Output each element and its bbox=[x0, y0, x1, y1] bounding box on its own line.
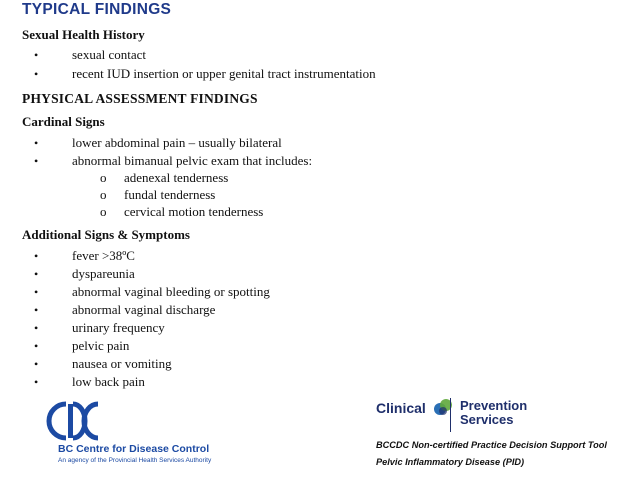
list-item bbox=[34, 135, 282, 151]
bullet: • bbox=[34, 67, 39, 81]
list-item-text: sexual contact bbox=[72, 47, 146, 62]
list-item-text: nausea or vomiting bbox=[72, 356, 172, 371]
page-title: TYPICAL FINDINGS bbox=[22, 1, 172, 18]
list-item-text: pelvic pain bbox=[72, 338, 130, 353]
cps-prevention-services bbox=[460, 399, 527, 427]
list-item-text: low back pain bbox=[72, 374, 145, 389]
bullet: • bbox=[34, 339, 39, 353]
list-item bbox=[34, 66, 376, 82]
bullet: • bbox=[34, 136, 39, 150]
list-item bbox=[34, 47, 146, 63]
bccdc-name: BC Centre for Disease Control bbox=[58, 443, 210, 455]
sub-list-item bbox=[100, 170, 228, 186]
tool-subtitle: Pelvic Inflammatory Disease (PID) bbox=[376, 457, 525, 467]
list-item bbox=[34, 284, 270, 300]
list-item-text: abnormal vaginal bleeding or spotting bbox=[72, 284, 270, 299]
list-item-text: fever >38ºC bbox=[72, 248, 135, 263]
sub-list-item-text: adenexal tenderness bbox=[124, 170, 229, 185]
sub-list-item-text: fundal tenderness bbox=[124, 187, 216, 202]
sexual-history-heading: Sexual Health History bbox=[22, 27, 145, 42]
cardinal-signs-heading: Cardinal Signs bbox=[22, 114, 105, 129]
list-item bbox=[34, 356, 172, 372]
list-item bbox=[34, 374, 145, 390]
list-item-text: dyspareunia bbox=[72, 266, 135, 281]
cps-services-word: Services bbox=[460, 412, 514, 427]
bullet: • bbox=[34, 357, 39, 371]
list-item bbox=[34, 320, 165, 336]
cps-prevention-word: Prevention bbox=[460, 398, 528, 413]
list-item bbox=[34, 266, 135, 282]
list-item-text: recent IUD insertion or upper genital tract instrumentation bbox=[72, 66, 376, 81]
bullet: • bbox=[34, 303, 39, 317]
bullet: • bbox=[34, 375, 39, 389]
bccdc-tagline: An agency of the Provincial Health Services Authority bbox=[58, 457, 212, 464]
bullet: • bbox=[34, 321, 39, 335]
bullet: • bbox=[34, 267, 39, 281]
bullet: • bbox=[34, 249, 39, 263]
sub-bullet: o bbox=[100, 204, 107, 219]
tool-title: BCCDC Non-certified Practice Decision Support Tool bbox=[376, 440, 607, 450]
bullet: • bbox=[34, 285, 39, 299]
sub-bullet: o bbox=[100, 187, 107, 202]
sub-list-item-text: cervical motion tenderness bbox=[124, 204, 264, 219]
list-item-text: lower abdominal pain – usually bilateral bbox=[72, 135, 282, 150]
cps-clinical-word: Clinical bbox=[376, 400, 426, 416]
sub-list-item bbox=[100, 204, 263, 220]
list-item-text: abnormal bimanual pelvic exam that includes: bbox=[72, 153, 313, 168]
additional-signs-heading: Additional Signs & Symptoms bbox=[22, 227, 190, 242]
list-item bbox=[34, 338, 129, 354]
list-item-text: urinary frequency bbox=[72, 320, 165, 335]
list-item-text: abnormal vaginal discharge bbox=[72, 302, 216, 317]
bullet: • bbox=[34, 154, 39, 168]
sub-list-item bbox=[100, 187, 215, 203]
bullet: • bbox=[34, 48, 39, 62]
list-item bbox=[34, 302, 215, 318]
sub-bullet: o bbox=[100, 170, 107, 185]
physical-assessment-heading: PHYSICAL ASSESSMENT FINDINGS bbox=[22, 91, 258, 106]
cps-divider bbox=[450, 398, 451, 432]
list-item bbox=[34, 248, 135, 264]
list-item bbox=[34, 153, 312, 169]
